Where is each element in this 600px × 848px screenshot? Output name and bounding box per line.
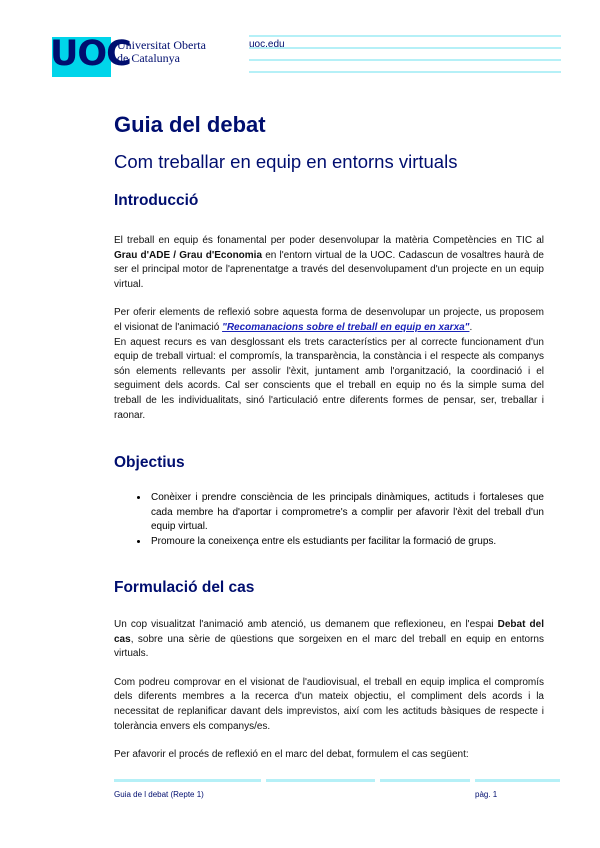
list-item: • Conèixer i prendre consciència de les principals dinàmiques, actituds i fortaleses que cada membre ha d'aportar i comprometre's a complir per afavorir l'èxit del treball d'un equip virtual.: [149, 491, 544, 535]
objectius-heading: Objectius: [114, 454, 185, 471]
animation-link[interactable]: "Recomanacions sobre el treball en equip en xarxa": [222, 321, 470, 333]
objectius-section: [114, 491, 544, 549]
intro-section: [114, 234, 544, 423]
cas-paragraph-3: Per afavorir el procés de reflexió en el marc del debat, formulem el cas següent:: [114, 749, 469, 761]
objectius-list: [114, 491, 544, 549]
intro-heading: Introducció: [114, 192, 199, 209]
university-name-line1: Universitat Oberta: [117, 38, 206, 52]
list-item: • Promoure la coneixença entre els estudiants per facilitar la formació de grups.: [149, 535, 544, 550]
uoc-logo: UOC: [50, 34, 131, 74]
university-name: [117, 39, 206, 65]
cas-heading: Formulació del cas: [114, 579, 255, 596]
page-subtitle: Com treballar en equip en entorns virtuals: [114, 151, 458, 172]
university-name-line2: de Catalunya: [117, 51, 180, 65]
intro-paragraph-2: Per oferir elements de reflexió sobre aquesta forma de desenvolupar un projecte, us proposem el visionat de l'animació "Recomanacions sobre el treball en equip en xarxa".: [114, 307, 544, 333]
footer-doc-title: Guia de l debat (Repte 1): [114, 790, 204, 799]
header-rules: [249, 35, 561, 83]
website-link[interactable]: uoc.edu: [249, 39, 285, 50]
cas-section: [114, 618, 544, 763]
cas-paragraph-2: Com podreu comprovar en el visionat de l'audiovisual, el treball en equip implica el compromís dels diferents membres a la recerca d'un mateix objectiu, el compliment dels acords i la necessitat de replanificar davant dels imprevistos, així com les actituds bàsiques de respecte i tolerància envers els companys/es.: [114, 676, 544, 732]
footer-rules: [114, 779, 560, 782]
cas-paragraph-1: Un cop visualitzat l'animació amb atenció, us demanem que reflexioneu, en l'espai Debat del cas, sobre una sèrie de qüestions que sorgeixen en el marc del treball en equip en entorns virtuals.: [114, 619, 544, 660]
footer-page-number: pàg. 1: [475, 790, 498, 799]
intro-paragraph-3: En aquest recurs es van desglossant els trets característics per al correcte funcionament d'un equip de treball virtual: el compromís, la transparència, la constància i el respecte als companys són elements rellevants per assolir l'èxit, juntament amb l'organització, la coordinació i el seguiment dels acords. Cal ser conscients que el treball en equip no és la simple suma del treball de les individualitats, sinó l'articulació entre diferents formes de pensar, ser, treballar i raonar.: [114, 336, 544, 421]
page-title: Guia del debat: [114, 112, 266, 137]
intro-paragraph-1: El treball en equip és fonamental per poder desenvolupar la matèria Competències en TIC al Grau d'ADE / Grau d'Economia en l'entorn virtual de la UOC. Cadascun de vosaltres haurà de ser el principal motor de l'aprenentatge a través del desenvolupament d'un projecte en un equip virtual.: [114, 235, 544, 290]
